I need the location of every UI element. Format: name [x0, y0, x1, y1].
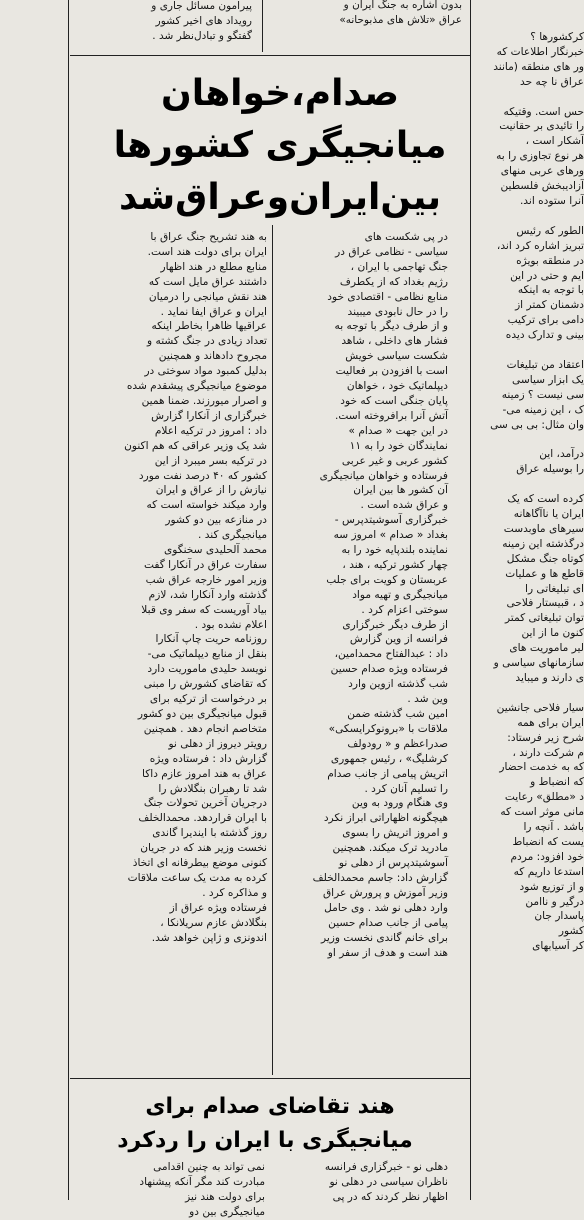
bottom-rule	[70, 1078, 470, 1079]
far-column-border	[470, 0, 471, 1200]
top-middle-snippet: بدون اشاره به جنگ ایران و عراق «تلاش های مذبوحانه»	[339, 0, 462, 26]
article-left-border	[68, 0, 69, 1200]
top-divider	[262, 0, 263, 52]
main-headline-line-1: صدام،خواهان	[160, 73, 400, 114]
main-headline-line-2: میانجیگری کشورها	[113, 125, 447, 166]
far-right-column: کرکشورها ؟ خبرنگار اطلاعات که ور های منطقه (مانند عراق نا چه حد حس است. وقتیکه را تائیدی بر حقانیت آشکار است ، هر نوع تجاوزی را به ورهای عربی منهای آزادیبخش فلسطین آنرا ستوده اند. الطور که رئیس تبریز اشاره کرد اند، در منطقه بویژه ایم و حتی در این با توجه به اینکه دشمنان کمتر از دامی برای ترکیب بینی و تدارک دیده اعتقاد من تبلیغات یک ابزار سیاسی سی نیست ؟ زمینه ک ، این زمینه می- وان مثال: بی بی سی درآمد، این را بوسیله عراق کرده است که یک ایران یا ناآگاهانه سیرهای ماوبدست درگذشته این زمینه کوتاه جنگ مشکل قاطع ها و عملیات ای تبلیغاتی را د ، قبیستار فلاحی توان تبلیغاتی کمتر کنون ما از این لیر ماموریت های سازمانهای سیاسی و ی دارند و میباید سیار فلاحی جانشین ایران برای همه شرح زیر فرستاد: م شرکت دارند ، که به خدمت احضار که انضباط و د «مطلق» رعایت مانی موثر است که باشد . آنچه را یست که انضباط خود افزود: مردم استدعا داریم که و از توزیع شود درگیر و ناامن پاسدار جان کشور کر آسیابهای	[490, 31, 584, 953]
top-left-snippet: پیرامون مسائل جاری و رویداد های اخیر کشور گفتگو و تبادل‌نظر شد .	[151, 0, 252, 42]
bottom-column-middle: دهلی نو - خبرگزاری فرانسه ناظران سیاسی در دهلی نو اظهار نظر کردند که در پی	[324, 1161, 448, 1203]
bottom-column-right: نمی تواند به چنین اقدامی مبادرت کند مگر آنکه پیشنهاد برای دولت هند نیز میانجیگری بین دو	[139, 1161, 265, 1218]
column-divider	[272, 225, 273, 1075]
article-column-right: به هند تشریح جنگ عراق با ایران برای دولت هند است. منابع مطلع در هند اظهار داشتند عراق مایل است که هند نقش میانجی را درمیان ایران و عراق ایفا نماید . عراقیها ظاهرا بخاطر اینکه تعداد زیادی در جنگ کشته و مجروح دادهاند و همچنین بدلیل کمبود مواد سوختی در موضوع میانجیگری پیشقدم شده و اصرار میورزند. ضمنا همین خبرگزاری از آنکارا گزارش داد : امروز در ترکیه اعلام شد یک وزیر عراقی که هم اکنون در ترکیه بسر میبرد از این کشور که ۴۰ درصد نفت مورد نیازش را از عراق و ایران وارد میکند خواسته است که در منازعه بین دو کشور میانجیگری کند . محمد آلحلیدی سخنگوی سفارت عراق در آنکارا گفت وزیر امور خارجه عراق شب گذشته وارد آنکارا شد، لازم بیاد آوریست که سفر وی قبلا اعلام نشده بود . روزنامه حریت چاپ آنکارا بنقل از منابع دیپلماتیک می- نویسد حلیدی ماموریت دارد که تقاضای کشورش را مبنی بر درخواست از ترکیه برای قبول میانجیگری بین دو کشور متخاصم انجام دهد . همچنین رویتر دیروز از دهلی نو گزارش داد : فرستاده ویژه عراق به هند امروز عازم داکا شد تا رهبران بنگلادش را درجریان آخرین تحولات جنگ با ایران قراردهد. محمدالخلف روز گذشته با ایندیرا گاندی نخست وزیر هند که در جریان کنونی موضع بیطرفانه ای اتخاذ کرده به مدت یک ساعت ملاقات و مذاکره کرد . فرستاده ویژه عراق از بنگلادش عازم سریلانکا ، اندونزی و ژاپن خواهد شد.	[124, 231, 267, 944]
main-headline-line-3: بین‌ایران‌وعراق‌شد	[118, 177, 441, 218]
bottom-headline-line-1: هند تقاضای صدام برای	[145, 1094, 395, 1119]
bottom-headline-line-2: میانجیگری با ایران را ردکرد	[117, 1128, 413, 1153]
article-column-middle: در پی شکست های سیاسی - نظامی عراق در جنگ تهاجمی با ایران ، رژیم بغداد که از یکطرف منابع نظامی - اقتصادی خود را در حال نابودی میبیند و از طرف دیگر با توجه به فشار های داخلی ، شاهد شکست سیاسی خویش است با افزودن بر فعالیت دیپلماتیک خود ، خواهان پایان جنگی است که خود آتش آنرا برافروخته است. در این جهت « صدام » نمایندگان خود را به ۱۱ کشور عربی و غیر عربی فرستاده و خواهان میانجیگری آن کشور ها بین ایران و عراق شده است . خبرگزاری آسوشیتدپرس - بغداد « صدام » امروز سه نماینده بلندپایه خود را به چهار کشور ترکیه ، هند ، عربستان و کویت برای جلب میانجیگری و تهیه مواد سوختی اعزام کرد . از طرف دیگر خبرگزاری فرانسه از وین گزارش داد : عبدالفتاح محمدامین، فرستاده ویژه صدام حسین شب گذشته ازوین وارد وین شد . امین شب گذشته ضمن ملاقات با «برونوکرایسکی» صدراعظم و « رودولف کرشلیگ» ، رئیس جمهوری اتریش پیامی از جانب صدام را تسلیم آنان کرد . وی هنگام ورود به وین هیچگونه اظهاراتی ابراز نکرد و امروز اتریش را بسوی مادرید ترک میکند. همچنین آسوشیتدپرس از دهلی نو گزارش داد: جاسم محمدالخلف وزیر آموزش و پرورش عراق وارد دهلی نو شد . وی حامل پیامی از جانب صدام حسین برای خانم گاندی نخست وزیر هند است و هدف از سفر او	[312, 231, 448, 959]
top-rule-left	[70, 55, 470, 56]
